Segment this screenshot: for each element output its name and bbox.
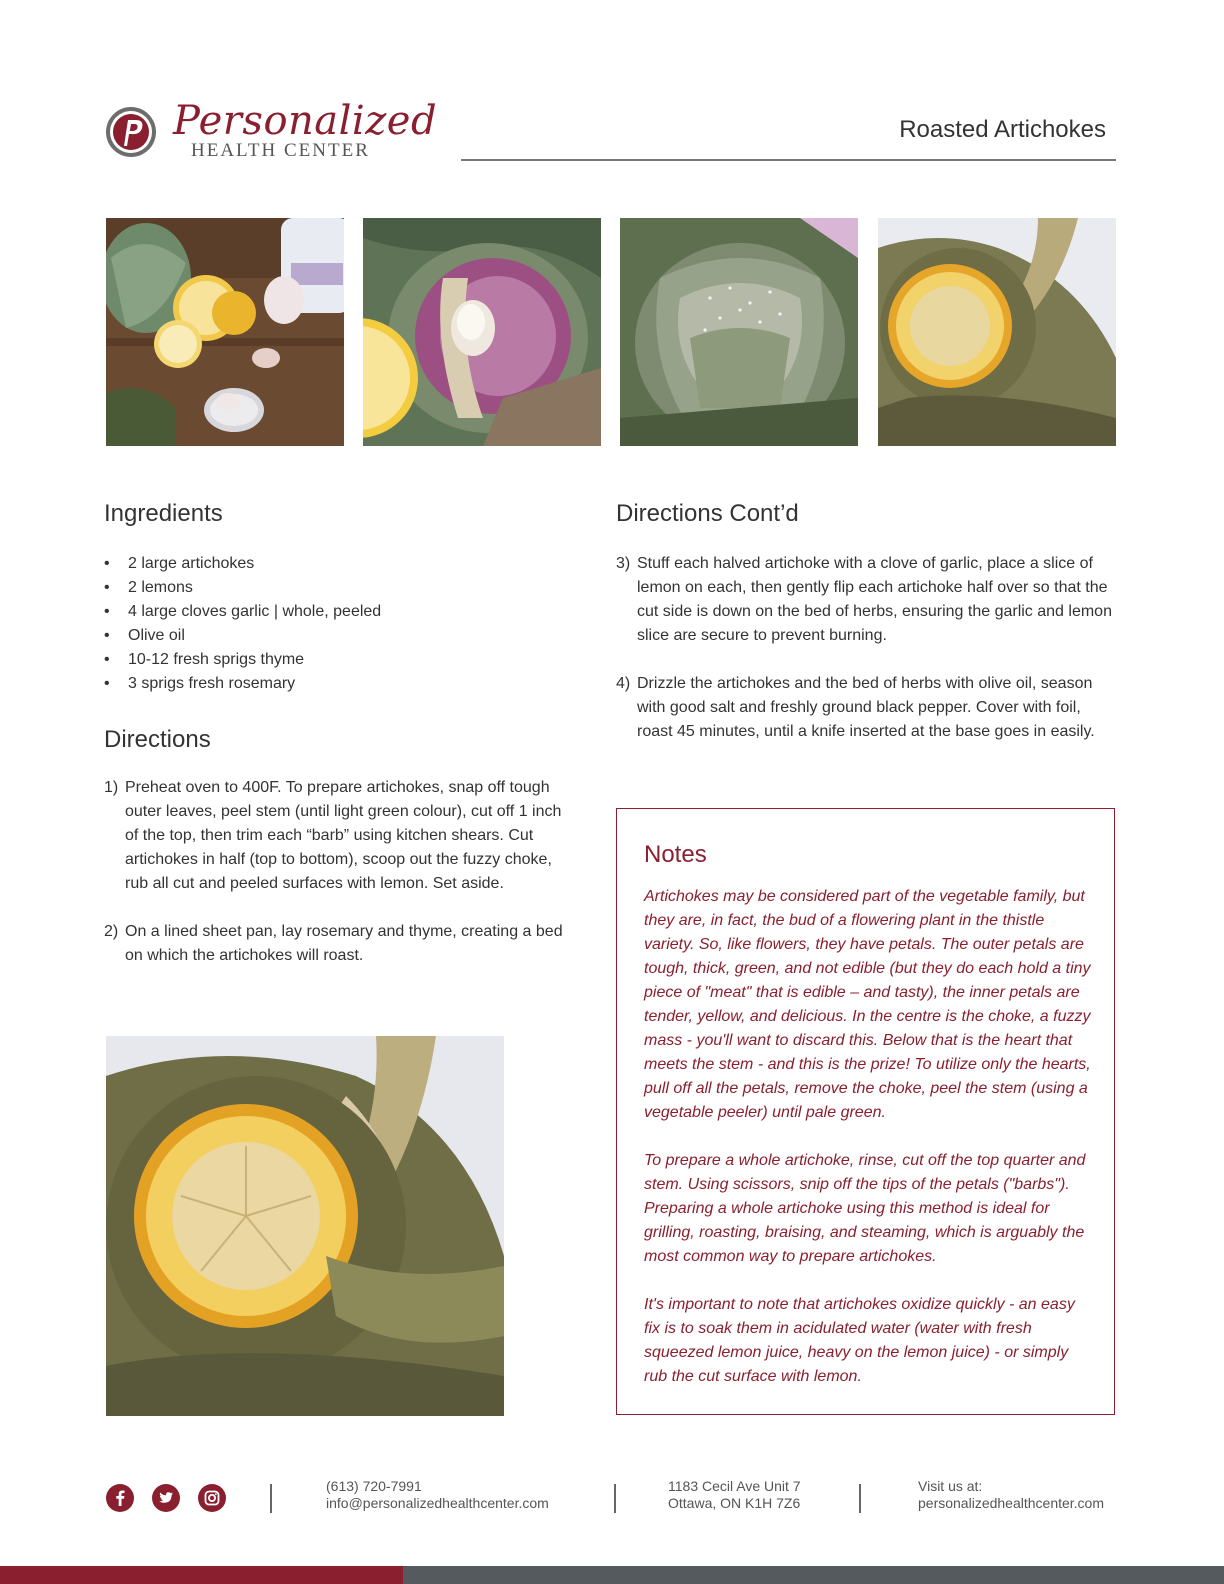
address-line: Ottawa, ON K1H 7Z6 — [668, 1495, 801, 1511]
footer-divider — [859, 1484, 861, 1513]
notes-body — [644, 885, 1092, 1389]
step-text: Drizzle the artichokes and the bed of herbs with olive oil, season with good salt and freshly ground black pepper. Cover with foil, roast 45 minutes, until a knife inserted at the base goes in easily. — [637, 675, 1095, 740]
photo-seasoned-artichoke — [620, 218, 858, 446]
footer-address — [668, 1478, 801, 1512]
footer-contact — [326, 1478, 549, 1512]
direction-step — [616, 552, 1118, 648]
title-divider — [461, 159, 1116, 161]
facebook-icon[interactable] — [106, 1484, 134, 1512]
logo-mark-icon — [105, 106, 157, 158]
direction-step — [104, 920, 578, 968]
ingredient-text: 3 sprigs fresh rosemary — [128, 675, 296, 692]
list-item — [104, 672, 564, 696]
bullet: • — [104, 579, 110, 596]
bullet: • — [104, 555, 110, 572]
step-text: Stuff each halved artichoke with a clove of garlic, place a slice of lemon on each, then gently flip each artichoke half over so that the cut side is down on the bed of herbs, ensuring the garlic and lemon slice are secure to prevent burning. — [637, 555, 1112, 644]
ingredient-text: Olive oil — [128, 627, 185, 644]
ingredient-text: 10-12 fresh sprigs thyme — [128, 651, 305, 668]
logo — [105, 98, 438, 164]
step-number: 1) — [104, 779, 119, 796]
step-number: 3) — [616, 555, 631, 572]
direction-step — [616, 672, 1118, 744]
photo-roasted-artichoke — [878, 218, 1116, 446]
website-link[interactable]: personalizedhealthcenter.com — [918, 1495, 1105, 1511]
list-item — [104, 624, 564, 648]
directions-heading: Directions — [104, 726, 211, 753]
direction-step — [104, 776, 578, 896]
visit-label: Visit us at: — [918, 1478, 983, 1494]
bullet: • — [104, 603, 110, 620]
bullet: • — [104, 675, 110, 692]
footer-bar — [403, 1566, 1224, 1584]
footer-divider — [614, 1484, 616, 1513]
directions-contd-heading: Directions Cont’d — [616, 500, 799, 527]
step-number: 2) — [104, 923, 119, 940]
ingredient-text: 2 lemons — [128, 579, 193, 596]
ingredients-list — [104, 552, 564, 696]
step-number: 4) — [616, 675, 631, 692]
directions-list — [104, 776, 578, 968]
bullet: • — [104, 627, 110, 644]
email-link[interactable]: info@personalizedhealthcenter.com — [326, 1495, 549, 1511]
step-text: Preheat oven to 400F. To prepare artichokes, snap off tough outer leaves, peel stem (until light green colour), cut off 1 inch of the top, then trim each “barb” using kitchen shears. Cut artichokes in half (top to bottom), scoop out the fuzzy choke, rub all cut and peeled surfaces with lemon. Set aside. — [125, 779, 562, 892]
note-paragraph: Artichokes may be considered part of the vegetable family, but they are, in fact, the bud of a flowering plant in the thistle variety. So, like flowers, they have petals. The outer petals are tough, thick, green, and not edible (but they do each hold a tiny piece of "meat" that is edible – and tasty), the inner petals are tender, yellow, and delicious. In the centre is the choke, a fuzzy mass - you'll want to discard this. Below that is the heart that meets the stem - and this is the prize! To utilize only the hearts, pull off all the petals, remove the choke, peel the stem (using a vegetable peeler) until pale green. — [644, 888, 1091, 1121]
list-item — [104, 600, 564, 624]
brand-subtitle: HEALTH CENTER — [191, 140, 370, 161]
ingredient-text: 2 large artichokes — [128, 555, 255, 572]
address-line: 1183 Cecil Ave Unit 7 — [668, 1478, 801, 1494]
brand-name: Personalized — [173, 98, 438, 144]
page-title: Roasted Artichokes — [899, 116, 1106, 143]
ingredient-text: 4 large cloves garlic | whole, peeled — [128, 603, 382, 620]
photo-roasted-artichoke-large — [106, 1036, 504, 1416]
list-item — [104, 576, 564, 600]
instagram-icon[interactable] — [198, 1484, 226, 1512]
twitter-icon[interactable] — [152, 1484, 180, 1512]
list-item — [104, 648, 564, 672]
note-paragraph: It's important to note that artichokes oxidize quickly - an easy fix is to soak them in acidulated water (water with fresh squeezed lemon juice, heavy on the lemon juice) - or simply rub the cut surface with lemon. — [644, 1296, 1075, 1385]
footer-website — [918, 1478, 1104, 1512]
footer-divider — [270, 1484, 272, 1513]
photo-ingredients — [106, 218, 344, 446]
directions-contd-list — [616, 552, 1118, 744]
ingredients-heading: Ingredients — [104, 500, 223, 527]
footer-bar-accent — [0, 1566, 403, 1584]
step-text: On a lined sheet pan, lay rosemary and thyme, creating a bed on which the artichokes will roast. — [125, 923, 563, 964]
phone-number[interactable]: (613) 720-7991 — [326, 1478, 422, 1494]
bullet: • — [104, 651, 110, 668]
notes-title: Notes — [644, 841, 707, 868]
notes-box — [616, 808, 1115, 1415]
list-item — [104, 552, 564, 576]
note-paragraph: To prepare a whole artichoke, rinse, cut off the top quarter and stem. Using scissors, snip off the tips of the petals ("barbs"). Preparing a whole artichoke using this method is ideal for grilling, roasting, braising, and steaming, which is arguably the most common way to prepare artichokes. — [644, 1152, 1086, 1265]
photo-halved-artichoke — [363, 218, 601, 446]
